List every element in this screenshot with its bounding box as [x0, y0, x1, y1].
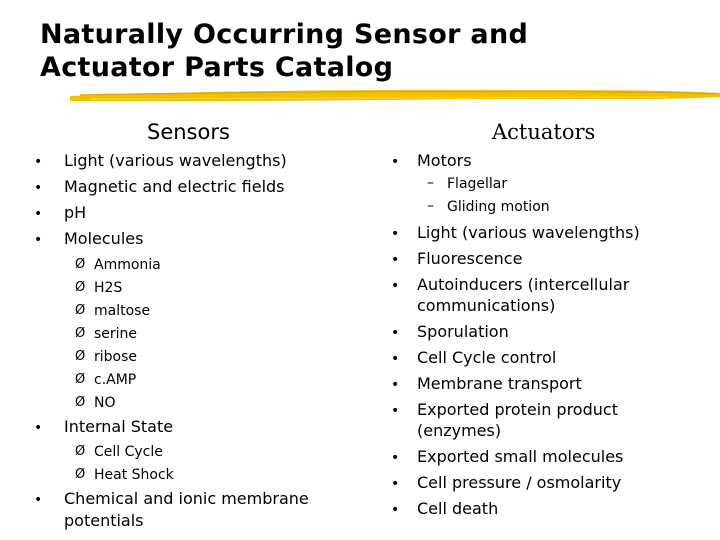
actuator-item-cont: communications): [417, 296, 556, 315]
bullet-icon: •: [391, 502, 400, 518]
bullet-icon: •: [391, 351, 400, 367]
bullet-icon: •: [34, 420, 43, 436]
actuator-item: Sporulation: [417, 322, 509, 341]
actuators-list: [391, 150, 716, 540]
actuator-item-motors: Motors: [417, 151, 472, 170]
molecule-item: maltose: [94, 303, 151, 319]
molecule-item: Ammonia: [94, 257, 161, 273]
sensor-item: Molecules: [64, 229, 144, 248]
actuator-item: Autoinducers (intercellular: [417, 275, 630, 294]
actuators-heading: Actuators: [492, 120, 596, 144]
bullet-icon: •: [391, 450, 400, 466]
slide-title: [40, 18, 600, 84]
arrow-bullet-icon: Ø: [75, 326, 86, 341]
actuator-item: Light (various wavelengths): [417, 223, 640, 242]
bullet-icon: •: [391, 403, 400, 419]
bullet-icon: •: [391, 154, 400, 170]
molecule-item: c.AMP: [94, 372, 137, 388]
actuator-item: Cell death: [417, 499, 499, 518]
internal-state-item: Heat Shock: [94, 467, 174, 483]
molecule-item: serine: [94, 326, 138, 342]
motor-item: Flagellar: [447, 176, 508, 192]
bullet-icon: •: [391, 377, 400, 393]
molecule-item: H2S: [94, 280, 123, 296]
arrow-bullet-icon: Ø: [75, 444, 86, 459]
bullet-icon: •: [391, 325, 400, 341]
dash-bullet-icon: –: [427, 175, 434, 191]
bullet-icon: •: [391, 278, 400, 294]
bullet-icon: •: [34, 154, 43, 170]
title-line-2: Actuator Parts Catalog: [40, 52, 394, 83]
motor-item: Gliding motion: [447, 199, 550, 215]
bullet-icon: •: [391, 476, 400, 492]
arrow-bullet-icon: Ø: [75, 372, 86, 387]
sensor-item: pH: [64, 203, 87, 222]
sensor-item-internal-state: Internal State: [64, 417, 174, 436]
bullet-icon: •: [34, 180, 43, 196]
bullet-icon: •: [34, 206, 43, 222]
internal-state-item: Cell Cycle: [94, 444, 163, 460]
sensor-item-membrane-line2: potentials: [64, 511, 144, 530]
molecule-item: NO: [94, 395, 116, 411]
bullet-icon: •: [391, 252, 400, 268]
arrow-bullet-icon: Ø: [75, 280, 86, 295]
title-underline-stroke: [70, 82, 720, 106]
arrow-bullet-icon: Ø: [75, 257, 86, 272]
actuator-item: Exported protein product: [417, 400, 618, 419]
arrow-bullet-icon: Ø: [75, 395, 86, 410]
actuator-item: Fluorescence: [417, 249, 523, 268]
arrow-bullet-icon: Ø: [75, 349, 86, 364]
sensor-item: Magnetic and electric fields: [64, 177, 285, 196]
sensor-item: Light (various wavelengths): [64, 151, 287, 170]
arrow-bullet-icon: Ø: [75, 467, 86, 482]
arrow-bullet-icon: Ø: [75, 303, 86, 318]
actuator-item: Cell pressure / osmolarity: [417, 473, 622, 492]
actuator-item: Membrane transport: [417, 374, 582, 393]
title-line-1: Naturally Occurring Sensor and: [40, 19, 529, 50]
actuator-item: Exported small molecules: [417, 447, 624, 466]
actuator-item-cont: (enzymes): [417, 421, 502, 440]
sensor-item-membrane-line1: Chemical and ionic membrane: [64, 489, 309, 508]
actuator-item: Cell Cycle control: [417, 348, 557, 367]
molecule-item: ribose: [94, 349, 138, 365]
bullet-icon: •: [391, 226, 400, 242]
bullet-icon: •: [34, 492, 43, 508]
sensors-heading: Sensors: [147, 120, 230, 144]
sensors-list: [34, 150, 354, 540]
dash-bullet-icon: –: [427, 198, 434, 214]
bullet-icon: •: [34, 232, 43, 248]
